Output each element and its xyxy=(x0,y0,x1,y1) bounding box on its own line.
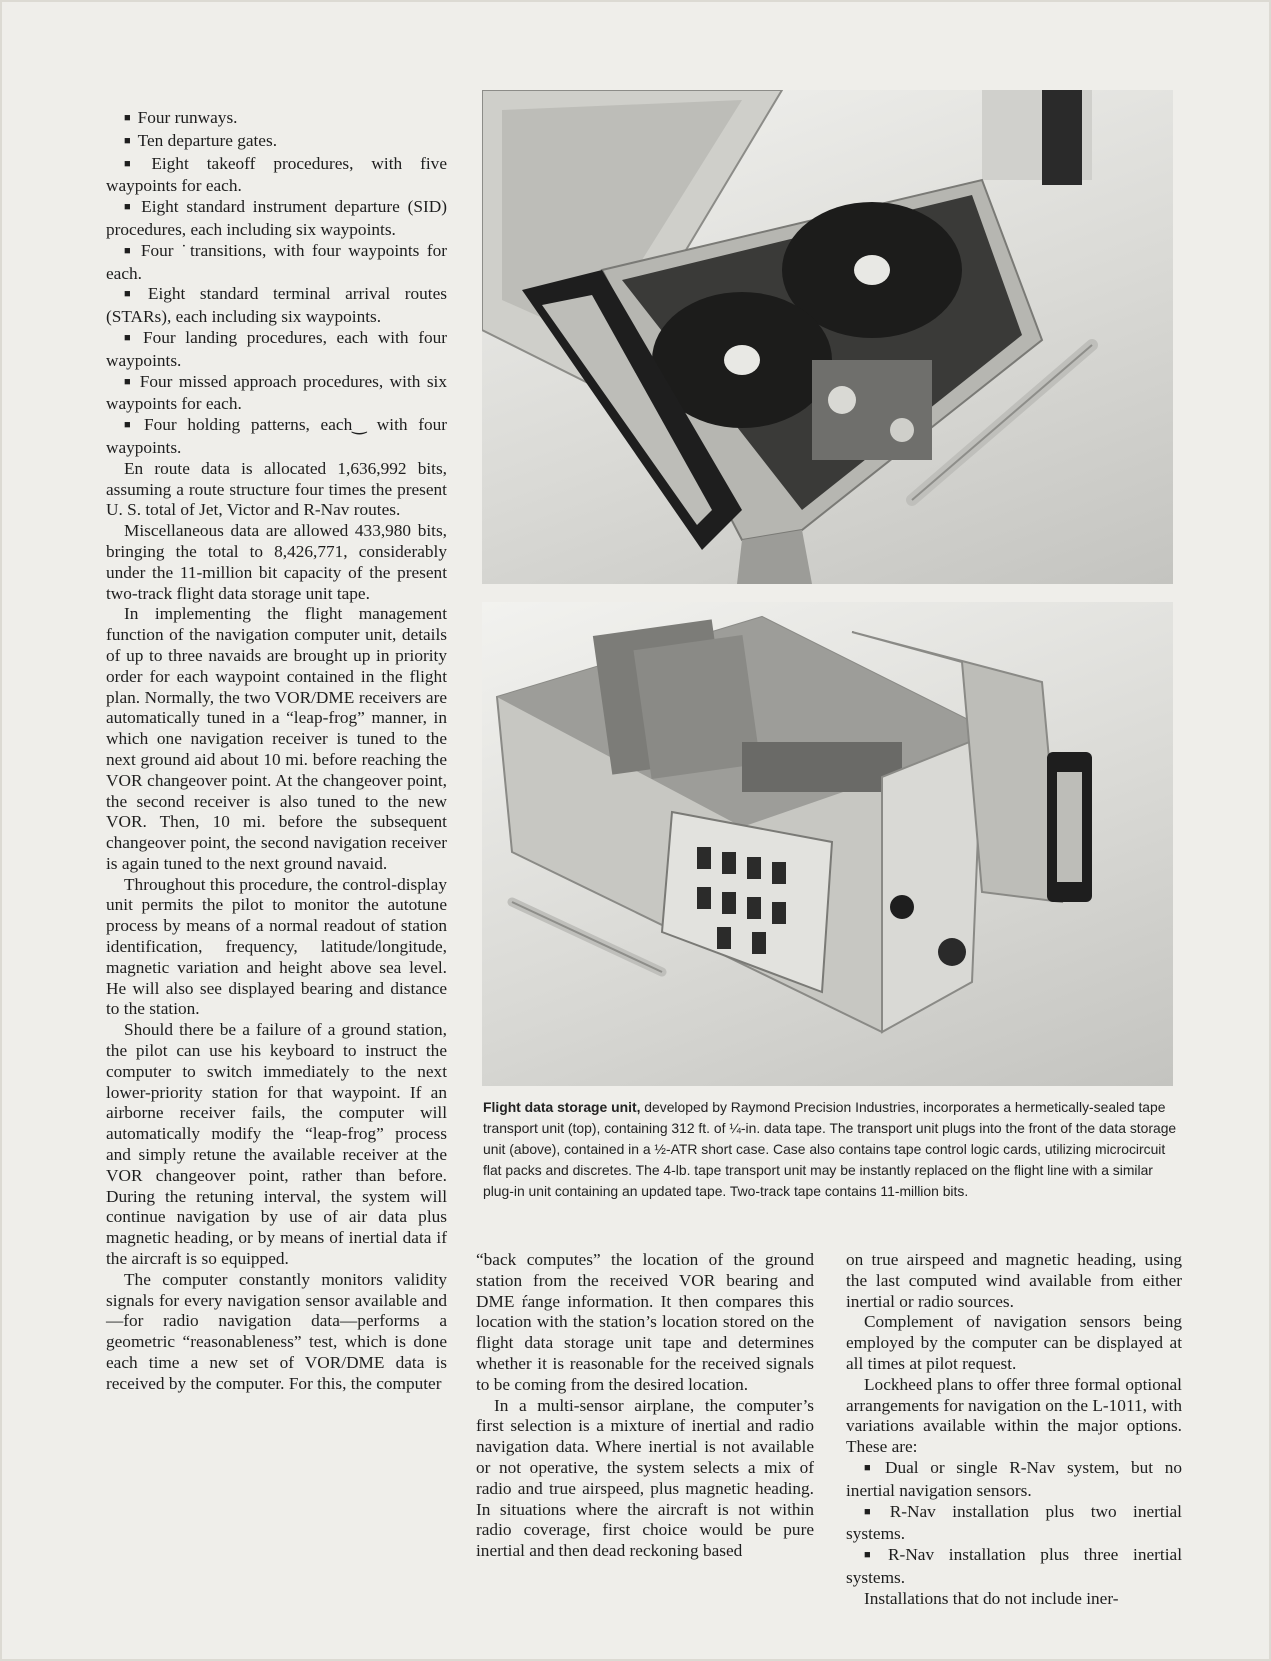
paragraph: In a multi-sensor airplane, the computer’s first selection is a mixture of inertial and radio navigation data. Where inertial is not available or not operative, the system selects a mix of radio and true airspeed, plus magnetic heading. In situations where the aircraft is not within radio coverage, first choice would be pure inertial and then dead reckoning based xyxy=(476,1395,814,1561)
storage-unit-illustration xyxy=(482,602,1173,1086)
photo-data-storage-unit xyxy=(482,602,1173,1086)
photo-caption xyxy=(483,1097,1183,1202)
text-column-left xyxy=(106,108,447,1395)
paragraph: The computer constantly monitors validity signals for every navigation sensor available and—for radio navigation data—performs a geometric “reasonableness” test, which is done each time a new set of VOR/DME data is received by the computer. For this, the computer xyxy=(106,1269,447,1393)
text-column-right xyxy=(846,1250,1182,1610)
bullet-item: ■ Four holding patterns, each‿ with four waypoints. xyxy=(106,415,447,459)
paragraph: En route data is allocated 1,636,992 bits, assuming a route structure four times the present U. S. total of Jet, Victor and R-Nav routes. xyxy=(106,458,447,520)
paragraph: “back computes” the location of the ground station from the received VOR bearing and DME ŕange information. It then compares this location with the station’s location stored on the flight data storage unit tape and determines whether it is reasonable for the received signals to be coming from the desired location. xyxy=(476,1250,814,1394)
bullet-item: ■ Eight standard instrument departure (SID) procedures, each including six waypoints. xyxy=(106,197,447,241)
paragraph: In implementing the flight management function of the navigation computer unit, details of up to three navaids are brought up in priority order for each waypoint contained in the flight plan. Normally, the two VOR/DME receivers are automatically tuned in a “leap-frog” manner, in which one navigation receiver is tuned to the next ground aid about 10 mi. before reaching the VOR changeover point. At the changeover point, the second receiver is also tuned to the new VOR. Then, 10 mi. before the subsequent changeover point, the second navigation receiver is again tuned to the next ground navaid. xyxy=(106,604,447,873)
text-column-middle xyxy=(476,1250,814,1562)
bullet-item: ■ Eight takeoff procedures, with five waypoints for each. xyxy=(106,154,447,198)
bullet-item: ■ Four missed approach procedures, with six waypoints for each. xyxy=(106,372,447,416)
bullet-item: ■ Four ˙transitions, with four waypoints for each. xyxy=(106,241,447,285)
paragraph: Installations that do not include iner- xyxy=(864,1588,1119,1608)
bullet-item: ■ Ten departure gates. xyxy=(106,131,447,154)
paragraph: Throughout this procedure, the control-display unit permits the pilot to monitor the autotune process by means of a normal readout of station identification, frequency, latitude/longitude, magnetic variation and height above sea level. He will also see displayed bearing and distance to the station. xyxy=(106,874,447,1019)
caption-text: developed by Raymond Precision Industries, incorporates a hermetically-sealed tape transport unit (top), containing 312 ft. of ¼-in. data tape. The transport unit plugs into the front of the data storage unit (above), contained in a ½-ATR short case. Case also contains tape control logic cards, utilizing microcircuit flat packs and discretes. The 4-lb. tape transport unit may be instantly replaced on the flight line with a similar plug-in unit containing an updated tape. Two-track tape contains 11-million bits. xyxy=(483,1099,1177,1199)
photo-tape-transport-unit xyxy=(482,90,1173,584)
bullet-item: ■ R-Nav installation plus three inertial systems. xyxy=(846,1545,1182,1589)
paragraph: Should there be a failure of a ground station, the pilot can use his keyboard to instruct the computer to switch immediately to the next lower-priority station for that waypoint. If an airborne receiver fails, the computer will automatically modify the “leap-frog” process and simply retune the available receiver at the VOR changeover point, rather than before. During the retuning interval, the system will continue navigation by use of air data plus magnetic heading, or by means of inertial data if the aircraft is so equipped. xyxy=(106,1020,447,1269)
paragraph: Complement of navigation sensors being employed by the computer can be displayed at all times at pilot request. xyxy=(846,1312,1182,1373)
bullet-item: ■ Four landing procedures, each with four waypoints. xyxy=(106,328,447,372)
paragraph: Lockheed plans to offer three formal optional arrangements for navigation on the L-1011, with variations available within the major options. These are: xyxy=(846,1374,1182,1457)
paragraph: Miscellaneous data are allowed 433,980 bits, bringing the total to 8,426,771, considerably under the 11-million bit capacity of the present two-track flight data storage unit tape. xyxy=(106,521,447,603)
bullet-item: ■ Dual or single R-Nav system, but no inertial navigation sensors. xyxy=(846,1458,1182,1502)
bullet-item: ■ R-Nav installation plus two inertial systems. xyxy=(846,1502,1182,1546)
bullet-item: ■ Four runways. xyxy=(106,108,447,131)
bullet-item: ■ Eight standard terminal arrival routes (STARs), each including six waypoints. xyxy=(106,284,447,328)
tape-transport-illustration xyxy=(482,90,1173,584)
caption-lead: Flight data storage unit, xyxy=(483,1099,641,1115)
paragraph: on true airspeed and magnetic heading, using the last computed wind available from either inertial or radio sources. xyxy=(846,1250,1182,1311)
